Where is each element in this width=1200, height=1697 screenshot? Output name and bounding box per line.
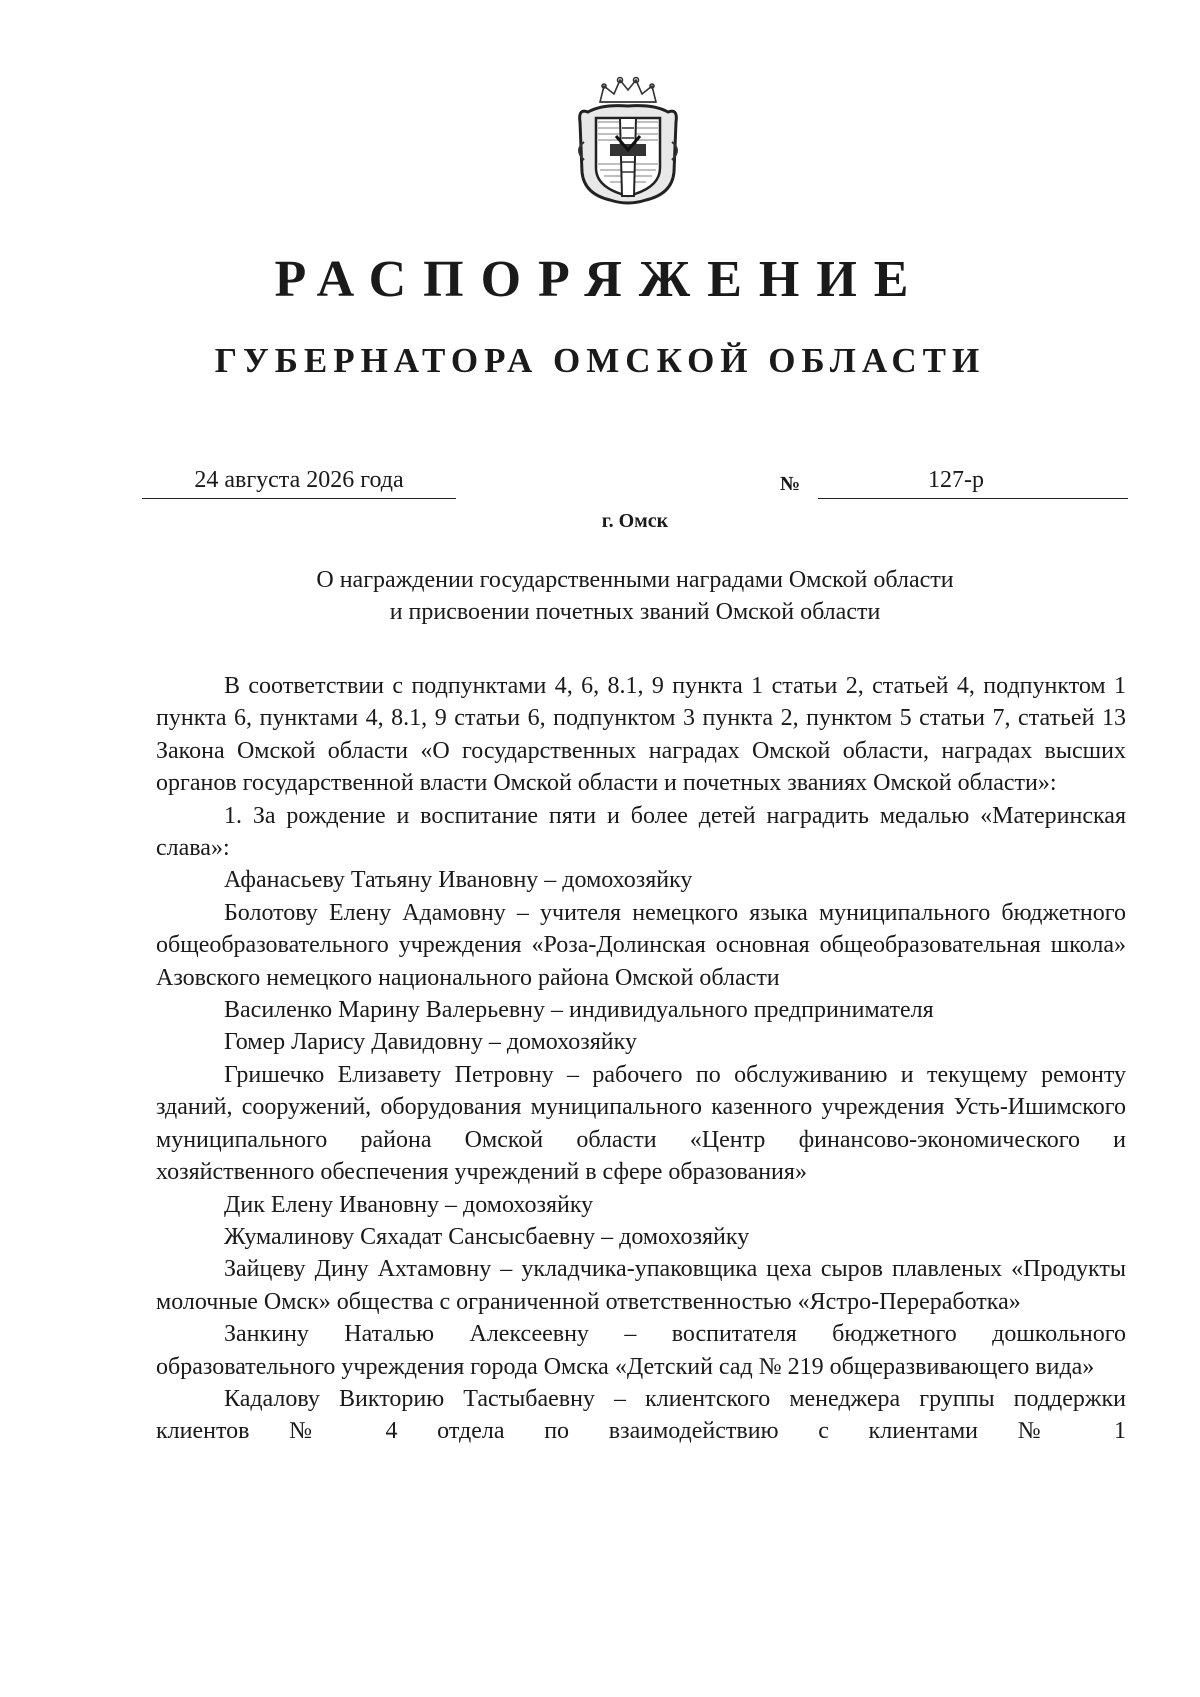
- document-city: г. Омск: [601, 510, 669, 532]
- awardee-paragraph: Болотову Елену Адамовну – учителя немецкого языка муниципального бюджетного общеобразовательного учреждения «Роза-Долинская основная общеобразовательная школа» Азовского немецкого национального района Омской области: [156, 899, 1126, 991]
- awardee-paragraph: Занкину Наталью Алексеевну – воспитателя бюджетного дошкольного образовательного учреждения города Омска «Детский сад № 219 общеразвивающего вида»: [156, 1321, 1126, 1380]
- document-date: 24 августа 2026 года: [142, 462, 456, 499]
- awardee-paragraph: Гришечко Елизавету Петровну – рабочего по обслуживанию и текущему ремонту зданий, сооружений, оборудования муниципального казенного учреждения Усть-Ишимского муниципального района Омской области «Центр финансово-экономического и хозяйственного обеспечения учреждений в сфере образования»: [156, 1061, 1126, 1186]
- document-body: [156, 670, 1126, 1448]
- document-title: РАСПОРЯЖЕНИЕ: [274, 251, 926, 308]
- awardee-paragraph: Зайцеву Дину Ахтамовну – укладчика-упаковщика цеха сыров плавленых «Продукты молочные Омск» общества с ограниченной ответственностью «Ястро-Переработка»: [156, 1256, 1126, 1315]
- document-heading: [150, 564, 1120, 628]
- awardee-paragraph: Дик Елену Ивановну – домохозяйку: [224, 1191, 594, 1218]
- heading-line-1: О награждении государственными наградами Омской области: [316, 567, 954, 593]
- awardee-paragraph: Жумалинову Сяхадат Сансысбаевну – домохозяйку: [224, 1223, 750, 1250]
- awardee-paragraph: Афанасьеву Татьяну Ивановну – домохозяйку: [224, 867, 693, 894]
- omsk-coat-of-arms-emblem: [570, 72, 686, 210]
- heading-line-2: и присвоении почетных званий Омской области: [389, 599, 881, 625]
- awardee-paragraph: Кадалову Викторию Тастыбаевну – клиентского менеджера группы поддержки клиентов № 4 отдела по взаимодействию с клиентами № 1: [156, 1385, 1126, 1445]
- item-1-paragraph: 1. За рождение и воспитание пяти и более детей наградить медалью «Материнская слава»:: [156, 802, 1126, 862]
- awardee-paragraph: Гомер Ларису Давидовну – домохозяйку: [224, 1029, 637, 1056]
- document-number-line: [818, 462, 1128, 499]
- document-subtitle: ГУБЕРНАТОРА ОМСКОЙ ОБЛАСТИ: [214, 341, 986, 380]
- preamble-paragraph: В соответствии с подпунктами 4, 6, 8.1, 9 пункта 1 статьи 2, статьей 4, подпунктом 1 пункта 6, пунктами 4, 8.1, 9 статьи 6, подпунктом 3 пункта 2, пунктом 5 статьи 7, статьей 13 Закона Омской области «О государственных наградах Омской области, наградах высших органов государственной власти Омской области и почетных званиях Омской области»:: [156, 673, 1126, 797]
- document-number: 127-р: [928, 467, 984, 493]
- awardee-paragraph: Василенко Марину Валерьевну – индивидуального предпринимателя: [224, 997, 934, 1024]
- number-label: №: [780, 473, 801, 495]
